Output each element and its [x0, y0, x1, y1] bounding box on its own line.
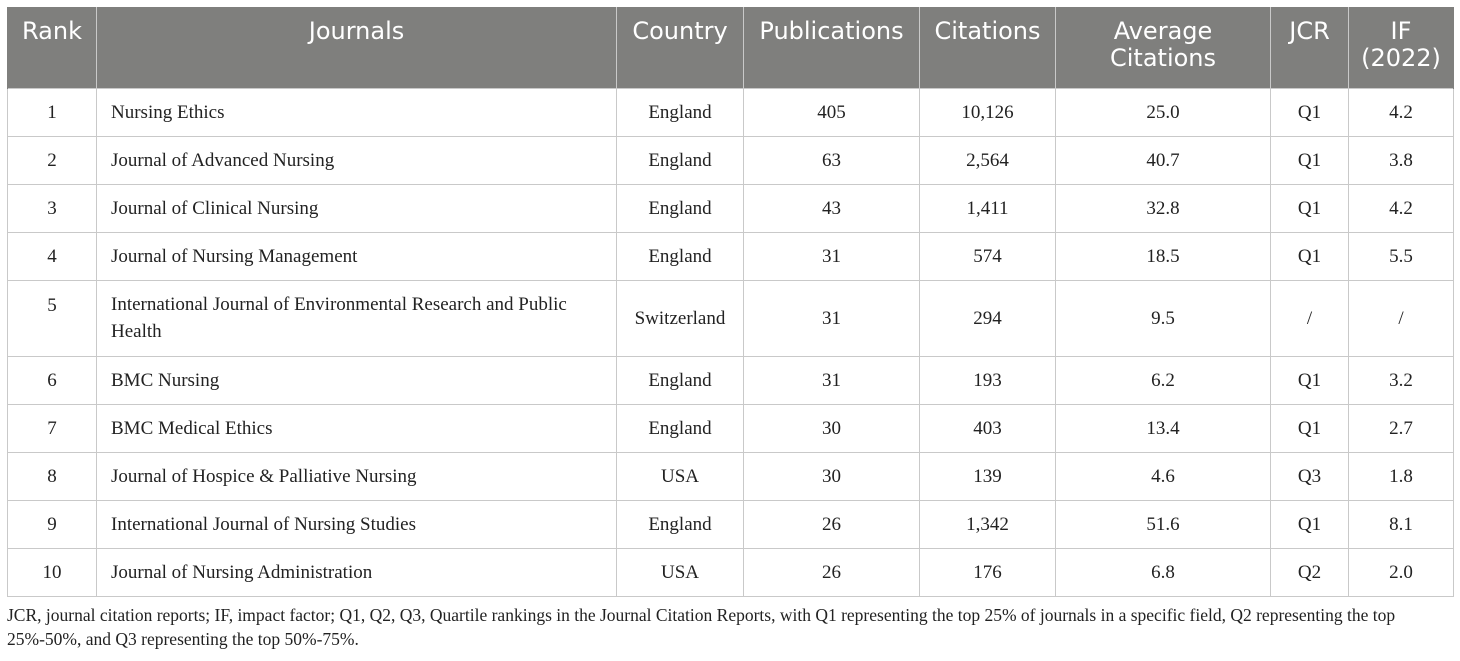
header-citations: Citations — [920, 7, 1056, 88]
cell-average-citations: 25.0 — [1056, 88, 1271, 136]
cell-citations: 193 — [920, 356, 1056, 404]
cell-average-citations: 51.6 — [1056, 500, 1271, 548]
cell-average-citations: 6.2 — [1056, 356, 1271, 404]
cell-if: 1.8 — [1349, 452, 1454, 500]
table-footnote: JCR, journal citation reports; IF, impact factor; Q1, Q2, Q3, Quartile rankings in the Journal Citation Reports, with Q1 representing the top 25% of journals in a specific field, Q2 representing the top 25%-50%, and Q3 representing the top 50%-75%. — [7, 605, 1396, 649]
table-row — [8, 548, 1454, 596]
header-publications: Publications — [744, 7, 920, 88]
cell-jcr: Q1 — [1271, 136, 1349, 184]
cell-if: 8.1 — [1349, 500, 1454, 548]
cell-rank: 1 — [8, 88, 97, 136]
cell-if: 4.2 — [1349, 184, 1454, 232]
table-row — [8, 500, 1454, 548]
cell-jcr: Q2 — [1271, 548, 1349, 596]
cell-citations: 403 — [920, 404, 1056, 452]
cell-if: / — [1349, 280, 1454, 356]
cell-country: England — [617, 404, 744, 452]
cell-journal: BMC Medical Ethics — [97, 404, 617, 452]
table-row — [8, 452, 1454, 500]
cell-country: England — [617, 184, 744, 232]
cell-citations: 574 — [920, 232, 1056, 280]
header-if: IF (2022) — [1349, 7, 1454, 88]
cell-rank: 2 — [8, 136, 97, 184]
cell-jcr: Q3 — [1271, 452, 1349, 500]
table-row — [8, 404, 1454, 452]
cell-country: USA — [617, 452, 744, 500]
cell-journal: International Journal of Environmental Research and Public Health — [97, 280, 617, 356]
cell-average-citations: 18.5 — [1056, 232, 1271, 280]
cell-country: England — [617, 136, 744, 184]
cell-journal: Journal of Clinical Nursing — [97, 184, 617, 232]
cell-rank: 3 — [8, 184, 97, 232]
cell-rank: 9 — [8, 500, 97, 548]
cell-if: 2.7 — [1349, 404, 1454, 452]
cell-if: 4.2 — [1349, 88, 1454, 136]
cell-jcr: / — [1271, 280, 1349, 356]
cell-country: England — [617, 88, 744, 136]
cell-publications: 43 — [744, 184, 920, 232]
cell-publications: 30 — [744, 404, 920, 452]
cell-jcr: Q1 — [1271, 88, 1349, 136]
cell-if: 3.2 — [1349, 356, 1454, 404]
cell-journal: Journal of Hospice & Palliative Nursing — [97, 452, 617, 500]
cell-rank: 5 — [8, 280, 97, 356]
cell-citations: 139 — [920, 452, 1056, 500]
cell-citations: 294 — [920, 280, 1056, 356]
cell-average-citations: 6.8 — [1056, 548, 1271, 596]
cell-journal: Journal of Advanced Nursing — [97, 136, 617, 184]
table-row — [8, 356, 1454, 404]
table-row — [8, 136, 1454, 184]
cell-publications: 31 — [744, 280, 920, 356]
cell-jcr: Q1 — [1271, 232, 1349, 280]
header-journals: Journals — [97, 7, 617, 88]
cell-country: England — [617, 500, 744, 548]
cell-rank: 4 — [8, 232, 97, 280]
cell-country: Switzerland — [617, 280, 744, 356]
cell-rank: 8 — [8, 452, 97, 500]
cell-jcr: Q1 — [1271, 356, 1349, 404]
header-average-citations: Average Citations — [1056, 7, 1271, 88]
cell-rank: 10 — [8, 548, 97, 596]
table-row — [8, 88, 1454, 136]
cell-country: USA — [617, 548, 744, 596]
cell-average-citations: 32.8 — [1056, 184, 1271, 232]
cell-average-citations: 4.6 — [1056, 452, 1271, 500]
cell-citations: 2,564 — [920, 136, 1056, 184]
cell-publications: 405 — [744, 88, 920, 136]
cell-citations: 1,342 — [920, 500, 1056, 548]
cell-jcr: Q1 — [1271, 404, 1349, 452]
cell-country: England — [617, 232, 744, 280]
cell-publications: 31 — [744, 356, 920, 404]
header-country: Country — [617, 7, 744, 88]
cell-journal: Nursing Ethics — [97, 88, 617, 136]
cell-publications: 31 — [744, 232, 920, 280]
cell-citations: 176 — [920, 548, 1056, 596]
cell-journal: International Journal of Nursing Studies — [97, 500, 617, 548]
table-row — [8, 184, 1454, 232]
header-rank: Rank — [8, 7, 97, 88]
cell-publications: 26 — [744, 500, 920, 548]
cell-jcr: Q1 — [1271, 500, 1349, 548]
cell-publications: 26 — [744, 548, 920, 596]
table-row — [8, 280, 1454, 356]
cell-citations: 10,126 — [920, 88, 1056, 136]
cell-publications: 30 — [744, 452, 920, 500]
cell-average-citations: 13.4 — [1056, 404, 1271, 452]
cell-average-citations: 40.7 — [1056, 136, 1271, 184]
cell-rank: 6 — [8, 356, 97, 404]
cell-if: 2.0 — [1349, 548, 1454, 596]
table-header-row — [8, 7, 1454, 88]
cell-citations: 1,411 — [920, 184, 1056, 232]
journals-table — [7, 7, 1454, 597]
table-row — [8, 232, 1454, 280]
cell-publications: 63 — [744, 136, 920, 184]
cell-rank: 7 — [8, 404, 97, 452]
cell-country: England — [617, 356, 744, 404]
cell-if: 5.5 — [1349, 232, 1454, 280]
header-jcr: JCR — [1271, 7, 1349, 88]
cell-jcr: Q1 — [1271, 184, 1349, 232]
cell-journal: Journal of Nursing Management — [97, 232, 617, 280]
cell-journal: Journal of Nursing Administration — [97, 548, 617, 596]
cell-average-citations: 9.5 — [1056, 280, 1271, 356]
journals-table-container — [7, 7, 1453, 597]
cell-if: 3.8 — [1349, 136, 1454, 184]
cell-journal: BMC Nursing — [97, 356, 617, 404]
